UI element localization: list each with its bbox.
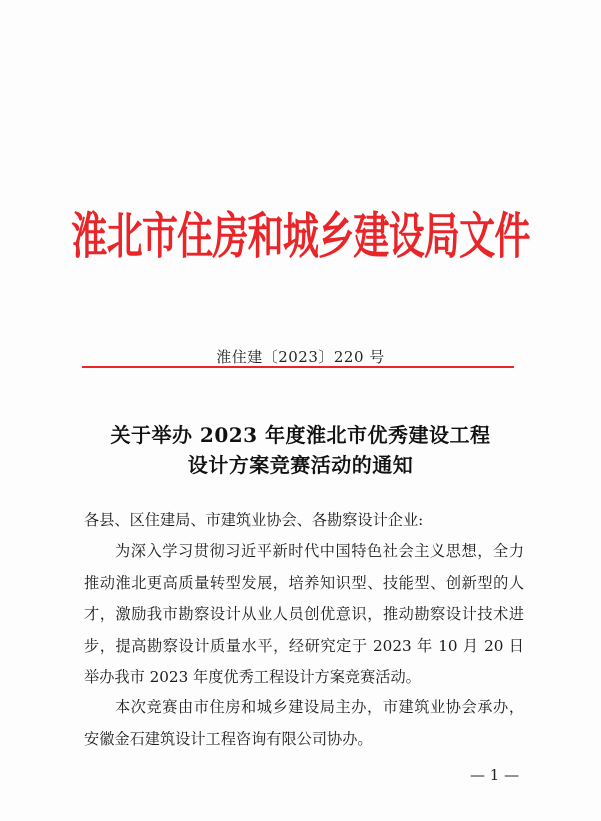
red-divider-line [82, 366, 514, 368]
document-number: 淮住建〔2023〕220 号 [216, 348, 385, 366]
notice-title-line-2: 设计方案竞赛活动的通知 [187, 453, 414, 477]
body-paragraph-1: 为深入学习贯彻习近平新时代中国特色社会主义思想，全力推动淮北更高质量转型发展，培养知识型、技能型、创新型的人才，激励我市勘察设计从业人员创优意识，推动勘察设计技术进步，提高勘察设计质量水平，经研究定于 2023 年 10 月 20 日 举办我市 2023 年度优秀工程设计方案竞赛活动。 [84, 542, 524, 686]
notice-title-line-1: 关于举办 2023 年度淮北市优秀建设工程 [110, 423, 491, 447]
page-number: — 1 — [470, 766, 520, 784]
body-paragraph-2: 本次竞赛由市住房和城乡建设局主办，市建筑业协会承办，安徽金石建筑设计工程咨询有限公司协办。 [84, 698, 524, 748]
issuer-header: 淮北市住房和城乡建设局文件 [71, 208, 530, 266]
salutation: 各县、区住建局、市建筑业协会、各勘察设计企业: [84, 511, 424, 529]
